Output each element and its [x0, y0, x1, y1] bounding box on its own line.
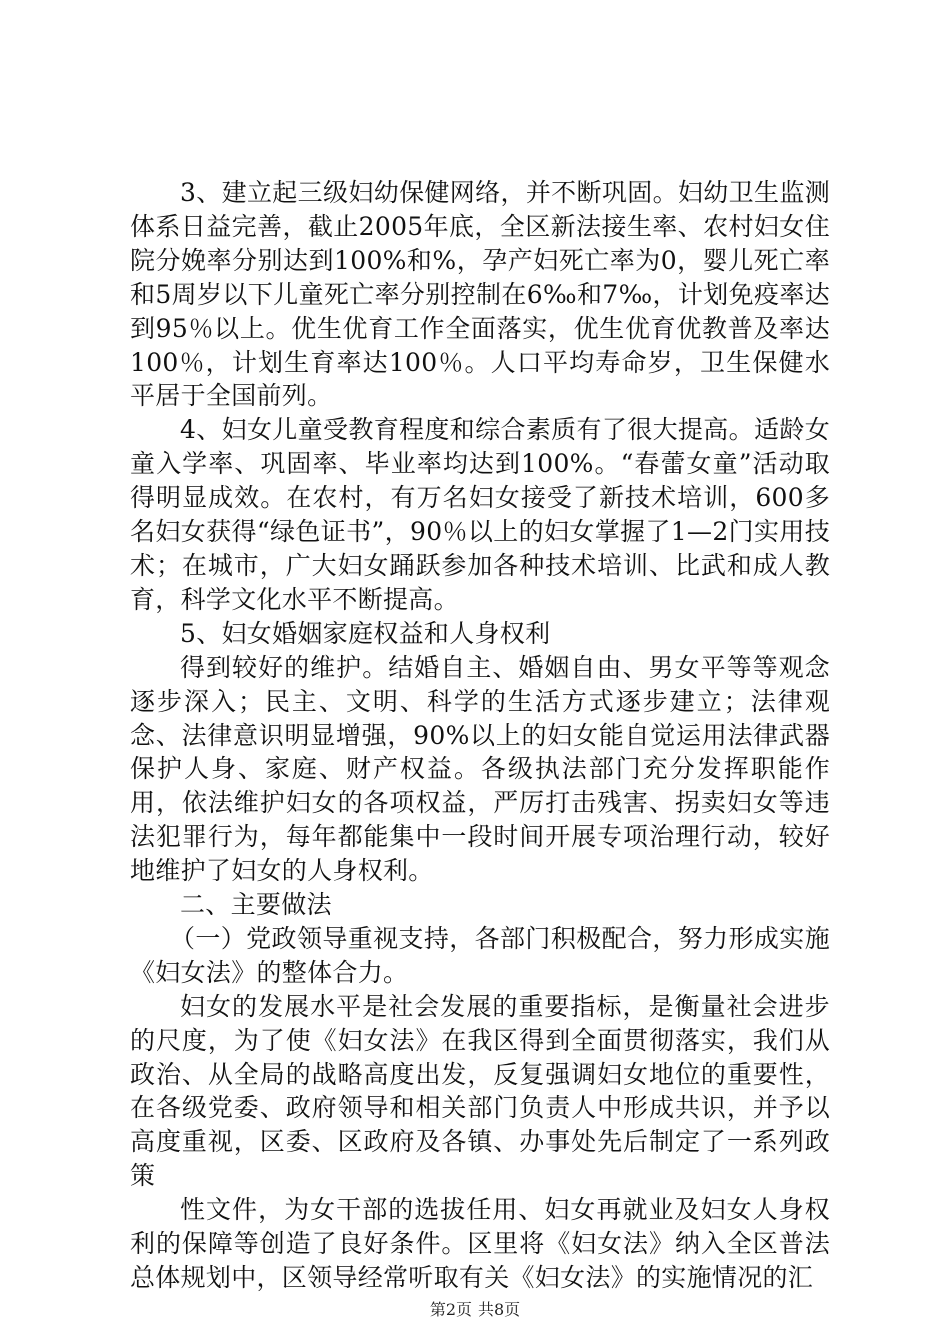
paragraph-maternal-health: 3、建立起三级妇幼保健网络，并不断巩固。妇幼卫生监测体系日益完善，截止2005年底，全区新法接生率、农村妇女住院分娩率分别达到100%和%，孕产妇死亡率为0，婴儿死亡率和5周岁以下儿童死亡率分别控制在6‰和7‰，计划免疫率达到95％以上。优生优育工作全面落实，优生优育优教普及率达100％，计划生育率达100％。人口平均寿命岁，卫生保健水平居于全国前列。	[130, 178, 830, 411]
subsection-heading-leadership: （一）党政领导重视支持，各部门积极配合，努力形成实施《妇女法》的整体合力。	[130, 923, 830, 987]
document-body	[130, 176, 830, 1295]
paragraph-development-level: 妇女的发展水平是社会发展的重要指标，是衡量社会进步的尺度，为了使《妇女法》在我区得到全面贯彻落实，我们从政治、从全局的战略高度出发，反复强调妇女地位的重要性，在各级党委、政府领导和相关部门负责人中形成共识，并予以高度重视，区委、区政府及各镇、办事处先后制定了一系列政策	[130, 991, 830, 1191]
page-footer	[0, 1300, 950, 1320]
page-total: 共8页	[478, 1300, 521, 1319]
section-heading-main-practices: 二、主要做法	[180, 890, 332, 920]
paragraph-policy-documents: 性文件，为女干部的选拔任用、妇女再就业及妇女人身权利的保障等创造了良好条件。区里将《妇女法》纳入全区普法总体规划中，区领导经常听取有关《妇女法》的实施情况的汇	[130, 1195, 830, 1292]
paragraph-marriage-rights-heading: 5、妇女婚姻家庭权益和人身权利	[180, 618, 551, 648]
page-number: 第2页	[429, 1300, 472, 1319]
paragraph-marriage-rights-body: 得到较好的维护。结婚自主、婚姻自由、男女平等等观念逐步深入；民主、文明、科学的生活方式逐步建立；法律观念、法律意识明显增强，90%以上的妇女能自觉运用法律武器保护人身、家庭、财产权益。各级执法部门充分发挥职能作用，依法维护妇女的各项权益，严厉打击残害、拐卖妇女等违法犯罪行为，每年都能集中一段时间开展专项治理行动，较好地维护了妇女的人身权利。	[130, 652, 830, 886]
paragraph-education: 4、妇女儿童受教育程度和综合素质有了很大提高。适龄女童入学率、巩固率、毕业率均达到100%。“春蕾女童”活动取得明显成效。在农村，有万名妇女接受了新技术培训，600多名妇女获得“绿色证书”，90％以上的妇女掌握了1—2门实用技术；在城市，广大妇女踊跃参加各种技术培训、比武和成人教育，科学文化水平不断提高。	[130, 415, 830, 614]
